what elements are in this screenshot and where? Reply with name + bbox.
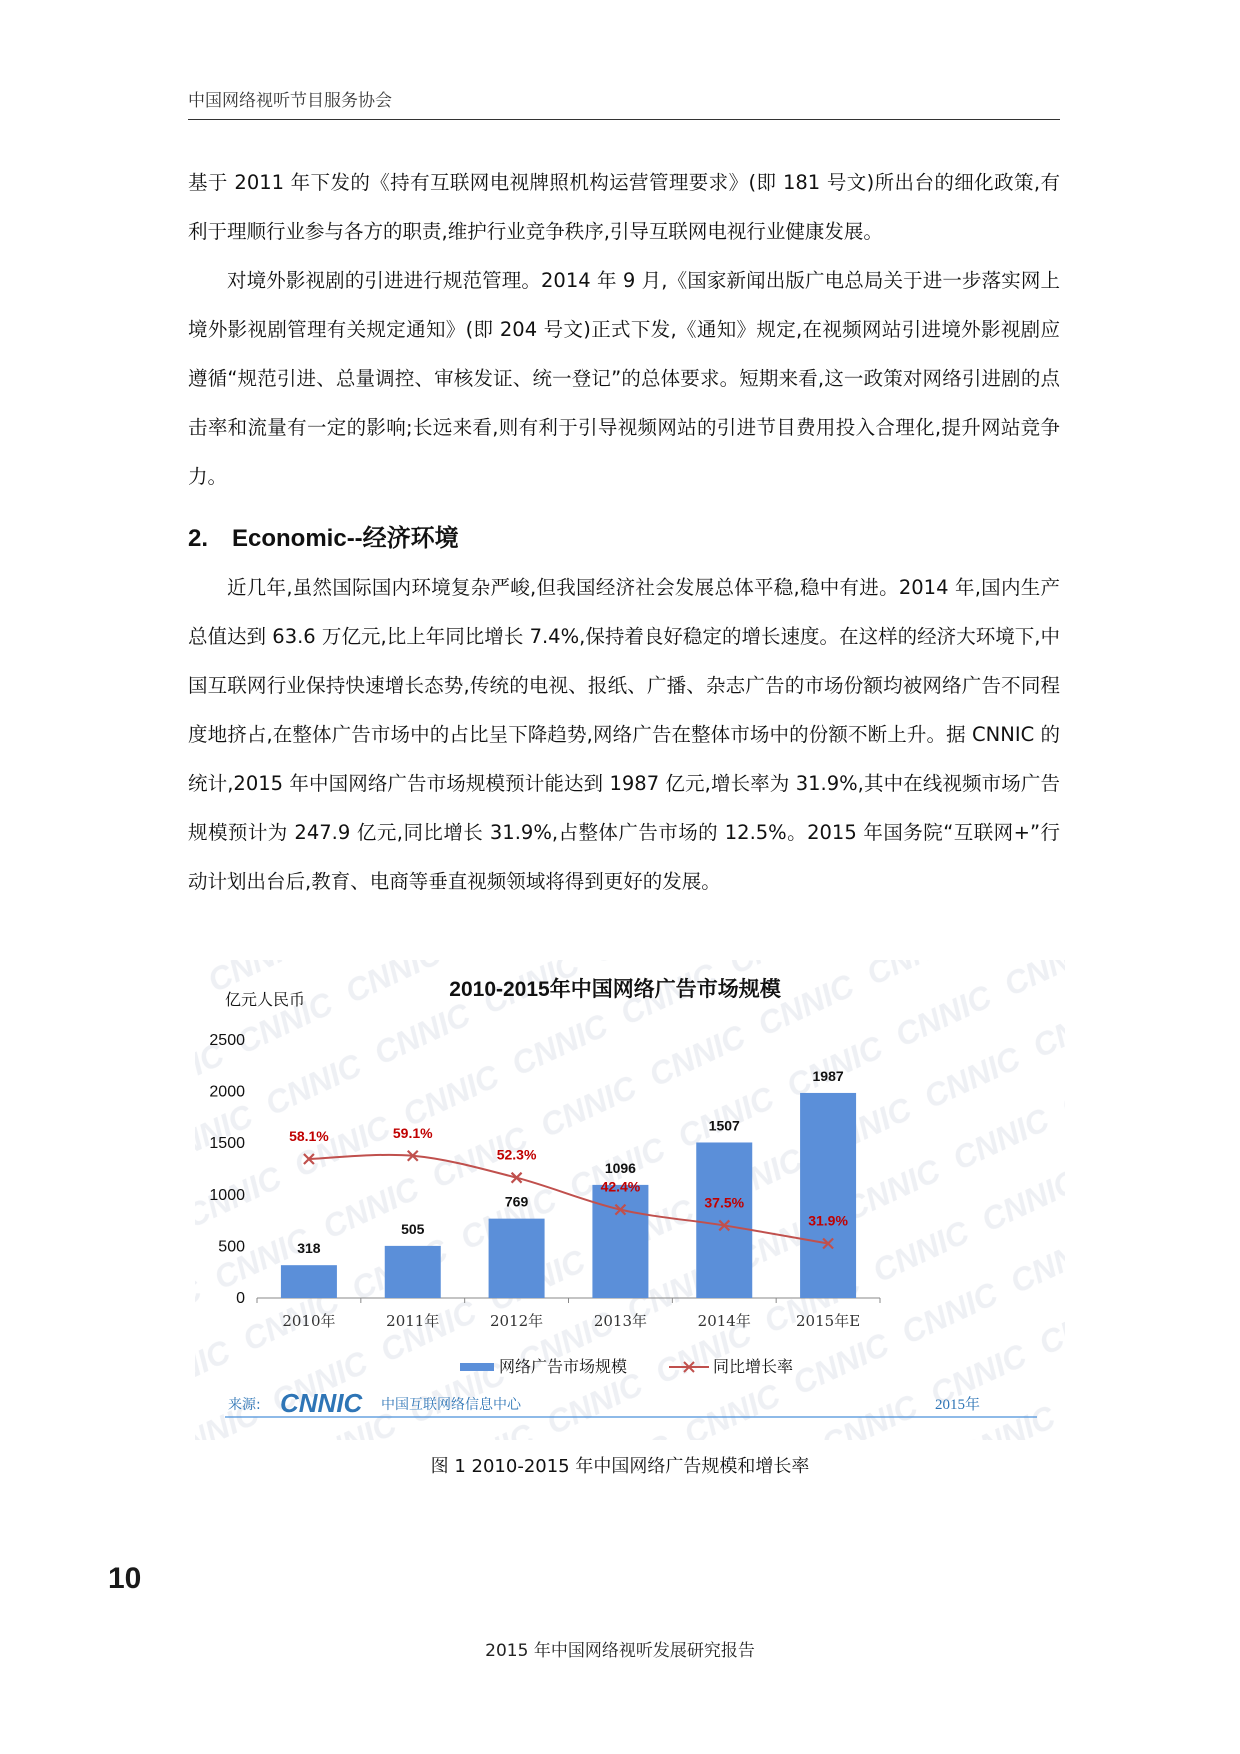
y-tick-label: 2500 [209, 1032, 245, 1049]
y-tick-label: 1000 [209, 1186, 245, 1204]
y-tick-label: 2000 [209, 1083, 245, 1101]
x-tick-label: 2012年 [489, 1312, 544, 1330]
paragraph: 对境外影视剧的引进进行规范管理。2014 年 9 月,《国家新闻出版广电总局关于进一步落实网上境外影视剧管理有关规定通知》(即 204 号文)正式下发,《通知》规定,在视频网站引进境外影视剧应遵循“规范引进、总量调控、审核发证、统一登记”的总体要求。短期来看,这一政策对网络引进剧的点击率和流量有一定的影响;长远来看,则有利于引导视频网站的引进节目费用投入合理化,提升网站竞争力。 [188, 269, 1060, 488]
x-tick-label: 2014年 [697, 1312, 751, 1330]
page-header: 中国网络视听节目服务协会 [188, 86, 1060, 120]
body-text-top [188, 158, 1060, 501]
bar [696, 1142, 752, 1298]
paragraph: 基于 2011 年下发的《持有互联网电视牌照机构运营管理要求》(即 181 号文)所出台的细化政策,有利于理顺行业参与各方的职责,维护行业竞争秩序,引导互联网电视行业健康发展。 [188, 171, 1060, 243]
bar [592, 1185, 648, 1298]
section-title: Economic--经济环境 [232, 525, 459, 552]
x-tick-label: 2015年E [796, 1312, 861, 1330]
growth-rate-label: 52.3% [496, 1146, 537, 1163]
bar-value-label: 769 [504, 1193, 529, 1210]
bar-value-label: 1507 [708, 1117, 740, 1134]
legend-line-label: 同比增长率 [713, 1357, 794, 1376]
growth-rate-label: 37.5% [704, 1194, 745, 1211]
x-tick-label: 2013年 [593, 1312, 648, 1330]
y-tick-label: 0 [236, 1290, 245, 1307]
growth-rate-label: 58.1% [289, 1128, 329, 1145]
ad-market-chart [195, 960, 1065, 1440]
growth-rate-label: 31.9% [808, 1212, 848, 1229]
section-heading [188, 518, 459, 553]
cnnic-logo: CNNIC [280, 1388, 363, 1418]
chart-title: 2010-2015年中国网络广告市场规模 [449, 978, 781, 1001]
growth-rate-label: 59.1% [392, 1124, 433, 1141]
y-tick-label: 500 [218, 1238, 245, 1256]
x-tick-label: 2011年 [386, 1312, 440, 1330]
page-number: 10 [108, 1562, 142, 1595]
x-tick-label: 2010年 [282, 1312, 336, 1330]
figure-caption: 图 1 2010-2015 年中国网络广告规模和增长率 [430, 1456, 810, 1477]
legend [460, 1357, 793, 1376]
y-tick-label: 1500 [209, 1135, 245, 1153]
page-footer: 2015 年中国网络视听发展研究报告 [485, 1641, 755, 1661]
bar [489, 1219, 545, 1298]
bar-value-label: 505 [401, 1220, 425, 1237]
bar-value-label: 1987 [812, 1067, 844, 1084]
bar [385, 1246, 441, 1298]
legend-bar-label: 网络广告市场规模 [499, 1357, 628, 1376]
source-label: 来源: [228, 1397, 261, 1413]
legend-bar-swatch [460, 1363, 494, 1371]
source-org: 中国互联网络信息中心 [381, 1397, 521, 1413]
bar-value-label: 1096 [604, 1159, 636, 1176]
bar [281, 1265, 337, 1298]
section-number: 2. [188, 525, 209, 552]
source-year: 2015年 [935, 1397, 981, 1413]
y-axis-label: 亿元人民币 [225, 990, 306, 1009]
body-text-bottom [188, 563, 1060, 906]
bar-value-label: 318 [297, 1240, 321, 1257]
growth-rate-label: 42.4% [600, 1178, 641, 1195]
paragraph: 近几年,虽然国际国内环境复杂严峻,但我国经济社会发展总体平稳,稳中有进。2014 年,国内生产总值达到 63.6 万亿元,比上年同比增长 7.4%,保持着良好稳定的增长速度。在这样的经济大环境下,中国互联网行业保持快速增长态势,传统的电视、报纸、广播、杂志广告的市场份额均被网络广告不同程度地挤占,在整体广告市场中的占比呈下降趋势,网络广告在整体市场中的份额不断上升。据 CNNIC 的统计,2015 年中国网络广告市场规模预计能达到 1987 亿元,增长率为 31.9%,其中在线视频市场广告规模预计为 247.9 亿元,同比增长 31.9%,占整体广告市场的 12.5%。2015 年国务院“互联网+”行动计划出台后,教育、电商等垂直视频领域将得到更好的发展。 [188, 576, 1060, 893]
bar [800, 1093, 856, 1298]
